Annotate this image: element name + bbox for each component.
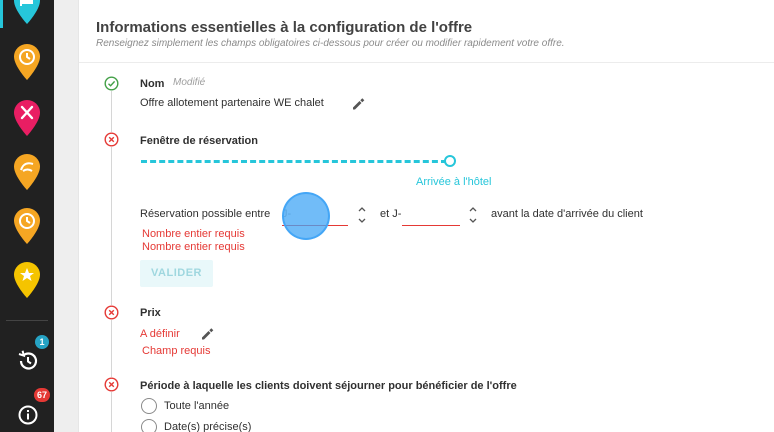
booking-window-prefix: Réservation possible entre xyxy=(140,208,271,220)
step-nom-status-text: Modifié xyxy=(173,77,206,88)
step-fenetre-label: Fenêtre de réservation xyxy=(140,135,258,147)
check-circle-icon xyxy=(104,76,119,91)
edit-price-button[interactable] xyxy=(197,324,217,344)
info-button[interactable] xyxy=(15,402,41,428)
history-badge: 1 xyxy=(35,335,49,349)
info-icon xyxy=(15,402,41,428)
offer-name-value: Offre allotement partenaire WE chalet xyxy=(140,97,324,109)
booking-window-end-label: Arrivée à l'hôtel xyxy=(416,176,492,188)
step-nom-label: Nom xyxy=(140,78,165,90)
stepper-arrows-icon xyxy=(357,204,367,226)
offer-config-card xyxy=(78,0,774,432)
step-fenetre-status xyxy=(104,132,119,147)
sidebar-item-horaires-2[interactable] xyxy=(14,208,40,244)
pencil-icon xyxy=(351,97,365,111)
sidebar-item-activites[interactable] xyxy=(14,154,40,190)
stepper-arrows-icon xyxy=(468,204,478,226)
step-prix-status xyxy=(104,305,119,320)
info-badge: 67 xyxy=(34,388,50,402)
edit-name-button[interactable] xyxy=(348,94,368,114)
j-end-stepper[interactable] xyxy=(468,204,478,226)
clock-pin-icon xyxy=(14,44,40,80)
activity-pin-icon xyxy=(14,154,40,190)
booking-window-suffix: avant la date d'arrivée du client xyxy=(491,208,643,220)
booking-window-line xyxy=(141,160,447,163)
step-periode-status xyxy=(104,377,119,392)
sidebar-item-favoris[interactable] xyxy=(14,262,40,298)
step-nom-status xyxy=(104,76,119,91)
j-start-error: Nombre entier requis xyxy=(142,228,245,240)
radio-toute-annee[interactable] xyxy=(141,398,157,414)
restaurant-pin-icon xyxy=(14,100,40,136)
j-end-error: Nombre entier requis xyxy=(142,241,245,253)
j-end-input[interactable] xyxy=(402,211,460,226)
star-pin-icon xyxy=(14,262,40,298)
step-prix-label: Prix xyxy=(140,307,161,319)
touch-indicator xyxy=(282,192,330,240)
radio-dates-precises[interactable] xyxy=(141,419,157,432)
card-title: Informations essentielles à la configuration de l'offre xyxy=(96,19,473,36)
radio-dates-precises-label: Date(s) précise(s) xyxy=(164,421,252,432)
radio-toute-annee-label: Toute l'année xyxy=(164,400,230,412)
booking-window-between: et J- xyxy=(380,208,402,220)
error-circle-icon xyxy=(104,132,119,147)
history-icon xyxy=(15,348,41,374)
history-button[interactable] xyxy=(15,348,41,374)
j-start-stepper[interactable] xyxy=(357,204,367,226)
sidebar-item-horaires[interactable] xyxy=(14,44,40,80)
booking-window-end-marker[interactable] xyxy=(444,155,456,167)
sidebar-item-hebergement[interactable] xyxy=(14,0,40,24)
price-error: Champ requis xyxy=(142,345,211,357)
error-circle-icon xyxy=(104,305,119,320)
sidebar-divider xyxy=(6,320,48,321)
pencil-icon xyxy=(200,327,214,341)
clock-pin-icon xyxy=(14,208,40,244)
card-subtitle: Renseignez simplement les champs obligatoires ci-dessous pour créer ou modifier rapidement votre offre. xyxy=(96,38,565,49)
sidebar xyxy=(0,0,54,432)
card-header xyxy=(79,0,774,63)
error-circle-icon xyxy=(104,377,119,392)
sidebar-item-restauration[interactable] xyxy=(14,100,40,136)
bed-pin-icon xyxy=(14,0,40,24)
price-value: A définir xyxy=(140,328,180,340)
sidebar-active-indicator xyxy=(0,0,3,28)
step-periode-label: Période à laquelle les clients doivent séjourner pour bénéficier de l'offre xyxy=(140,380,517,392)
validate-button[interactable]: VALIDER xyxy=(140,260,213,287)
